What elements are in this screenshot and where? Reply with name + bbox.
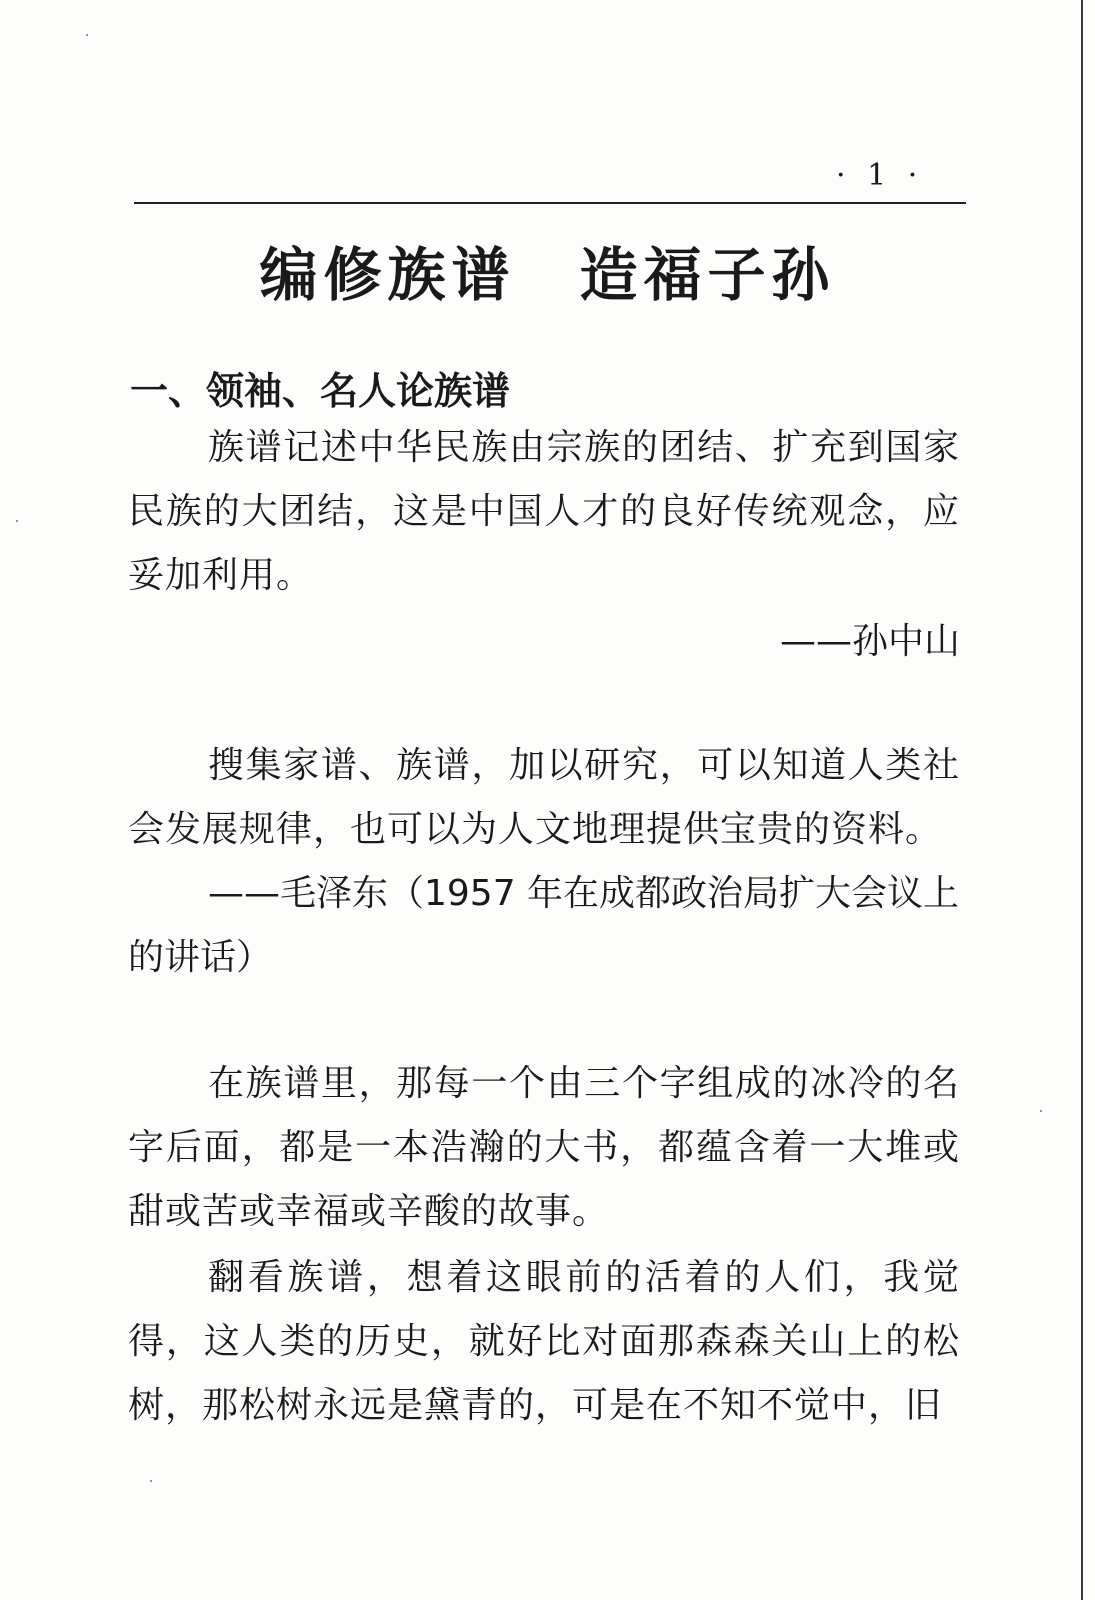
scan-speck bbox=[1040, 1110, 1042, 1112]
attribution-sun: ——孙中山 bbox=[779, 621, 960, 662]
scan-speck bbox=[150, 1480, 152, 1482]
quote-paragraph-mao: 搜集家谱、族谱，加以研究，可以知道人类社会发展规律，也可以为人文地理提供宝贵的资料。 bbox=[128, 745, 960, 850]
header-rule bbox=[134, 202, 966, 204]
section-heading: 一、领袖、名人论族谱 bbox=[130, 369, 511, 413]
scan-speck bbox=[86, 34, 88, 36]
quote-paragraph-pines: 翻看族谱，想着这眼前的活着的人们，我觉得，这人类的历史，就好比对面那森森关山上的松树，那松树永远是黛青的，可是在不知不觉中，旧 bbox=[128, 1257, 960, 1426]
scan-speck bbox=[16, 520, 18, 522]
quote-paragraph-names: 在族谱里，那每一个由三个字组成的冰冷的名字后面，都是一本浩瀚的大书，都蕴含着一大堆或甜或苦或幸福或辛酸的故事。 bbox=[128, 1063, 960, 1232]
page-title: 编修族谱 造福子孙 bbox=[259, 241, 836, 309]
page-number: · 1 · bbox=[836, 158, 924, 193]
attribution-mao: ——毛泽东（1957 年在成都政治局扩大会议上的讲话） bbox=[128, 873, 960, 978]
quote-paragraph-sun: 族谱记述中华民族由宗族的团结、扩充到国家民族的大团结，这是中国人才的良好传统观念，应妥加利用。 bbox=[128, 427, 960, 596]
